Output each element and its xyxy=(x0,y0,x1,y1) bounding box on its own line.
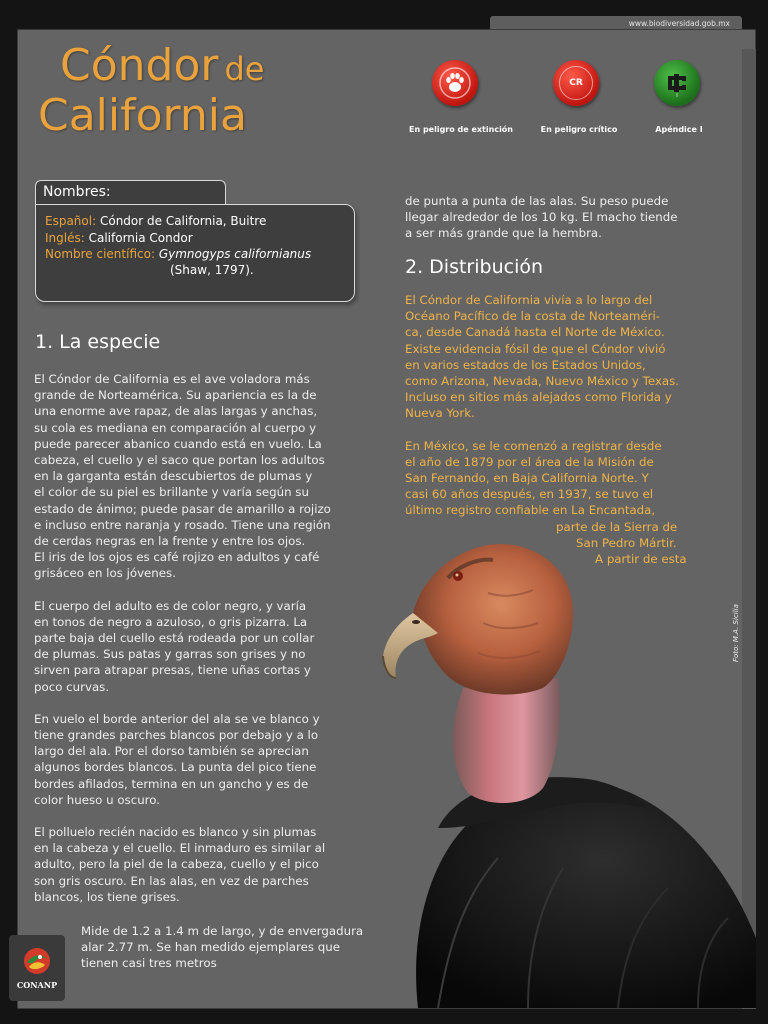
title-word-de: de xyxy=(224,50,265,88)
section-2-heading: 2. Distribución xyxy=(405,256,544,278)
names-tab-label: Nombres: xyxy=(43,184,111,200)
conanp-text: CONANP xyxy=(16,980,58,990)
scientific-name-row xyxy=(45,247,311,261)
english-name-row xyxy=(45,231,193,245)
extinction-risk-label: En peligro de extinción xyxy=(409,125,513,134)
species-paragraph-5: Mide de 1.2 a 1.4 m de largo, y de envergadura alar 2.77 m. Se han medido ejemplares que tienen casi tres metros xyxy=(81,924,364,971)
species-paragraph-1: El Cóndor de California es el ave voladora más grande de Norteamérica. Su apariencia es la de una enorme ave rapaz, de alas largas y anchas, su cola es mediana en comparación al cuerpo y puede parecer abanico cuando está en vuelo. La cabeza, el cuello y el saco que portan los adultos en la garganta están descubiertos de plumas y el color de su piel es brillante y varía según su estado de ánimo; puede pasar de amarillo a rojizo e incluso entre naranja y rosado. Tiene una región de cerdas negras en la frente y entre los ojos. El iris de los ojos es café rojizo en adultos y café grisáceo en los jóvenes. xyxy=(34,372,331,581)
distribution-paragraph-1: El Cóndor de California vivía a lo largo del Océano Pacífico de la costa de Norteaméri- ca, desde Canadá hasta el Norte de México. Existe evidencia fósil de que el Cóndor vivió en varios estados de los Estados Unidos, como Arizona, Nevada, Nuevo México y Texas. Incluso en sitios más alejados como Florida y Nueva York. xyxy=(405,293,680,421)
critical-risk-badge xyxy=(553,60,599,106)
website-url[interactable]: www.biodiversidad.gob.mx xyxy=(628,19,730,28)
extinction-risk-badge xyxy=(432,60,478,106)
names-box xyxy=(35,204,355,302)
english-name-value: California Condor xyxy=(88,231,193,245)
title-line-2: California xyxy=(38,90,247,141)
spanish-name-value: Cóndor de California, Buitre xyxy=(99,214,267,228)
conanp-logo[interactable] xyxy=(9,935,65,1001)
cr-icon: CR xyxy=(559,66,593,100)
scientific-name-value: Gymnogyps californianus xyxy=(158,247,312,261)
cites-label: Apéndice I xyxy=(655,125,703,134)
distribution-text xyxy=(405,292,740,519)
cites-icon xyxy=(660,66,694,100)
distribution-tail-2: San Pedro Mártir. xyxy=(576,536,677,550)
cites-badge xyxy=(654,60,700,106)
species-paragraph-2: El cuerpo del adulto es de color negro, y varía en tonos de negro a azuloso, o gris pizarra. La parte baja del cuello está rodeada por un collar de plumas. Sus patas y garras son grises y no sirven para atrapar presas, tiene uñas cortas y poco curvas. xyxy=(34,598,315,694)
photo-credit: Foto: M.A. Sicilia xyxy=(732,604,740,662)
california-condor-photo xyxy=(378,538,756,1008)
scientific-author: (Shaw, 1797). xyxy=(170,263,254,277)
spanish-name-key: Español: xyxy=(45,214,97,228)
species-paragraph-4: El polluelo recién nacido es blanco y sin plumas en la cabeza y el cuello. El inmaduro es similar al adulto, pero la piel de la cabeza, cuello y el pico son gris oscuro. En las alas, en vez de parches blancos, los tiene grises. xyxy=(34,825,326,904)
section-1-text xyxy=(34,371,379,905)
section-1-heading: 1. La especie xyxy=(35,331,161,353)
spanish-name-row xyxy=(45,214,266,228)
paw-icon xyxy=(438,66,472,100)
names-tab xyxy=(35,180,226,206)
title-word-condor: Cóndor xyxy=(60,40,219,91)
species-paragraph-3: En vuelo el borde anterior del ala se ve blanco y tiene grandes parches blancos por debajo y a lo largo del ala. Por el dorso también se aprecian algunos bordes blancos. La punta del pico tiene bordes afilados, termina en un gancho y es de color hueso u oscuro. xyxy=(34,711,320,807)
size-continuation-text: de punta a punta de las alas. Su peso puede llegar alrededor de los 10 kg. El macho tiende a ser más grande que la hembra. xyxy=(405,194,678,241)
distribution-tail-3: A partir de esta xyxy=(595,552,687,566)
critical-risk-label: En peligro crítico xyxy=(540,125,618,134)
distribution-paragraph-2: En México, se le comenzó a registrar desde el año de 1879 por el área de la Misión de San Fernando, en Baja California Norte. Y casi 60 años después, en 1937, se tuvo el último registro confiable en La Encantada, xyxy=(405,438,662,518)
svg-text:I: I xyxy=(676,93,678,99)
distribution-tail-1: parte de la Sierra de xyxy=(556,520,678,534)
scientific-name-key: Nombre científico: xyxy=(45,247,155,261)
title-line-1 xyxy=(60,40,265,91)
english-name-key: Inglés: xyxy=(45,231,85,245)
conanp-emblem-icon xyxy=(23,947,51,975)
